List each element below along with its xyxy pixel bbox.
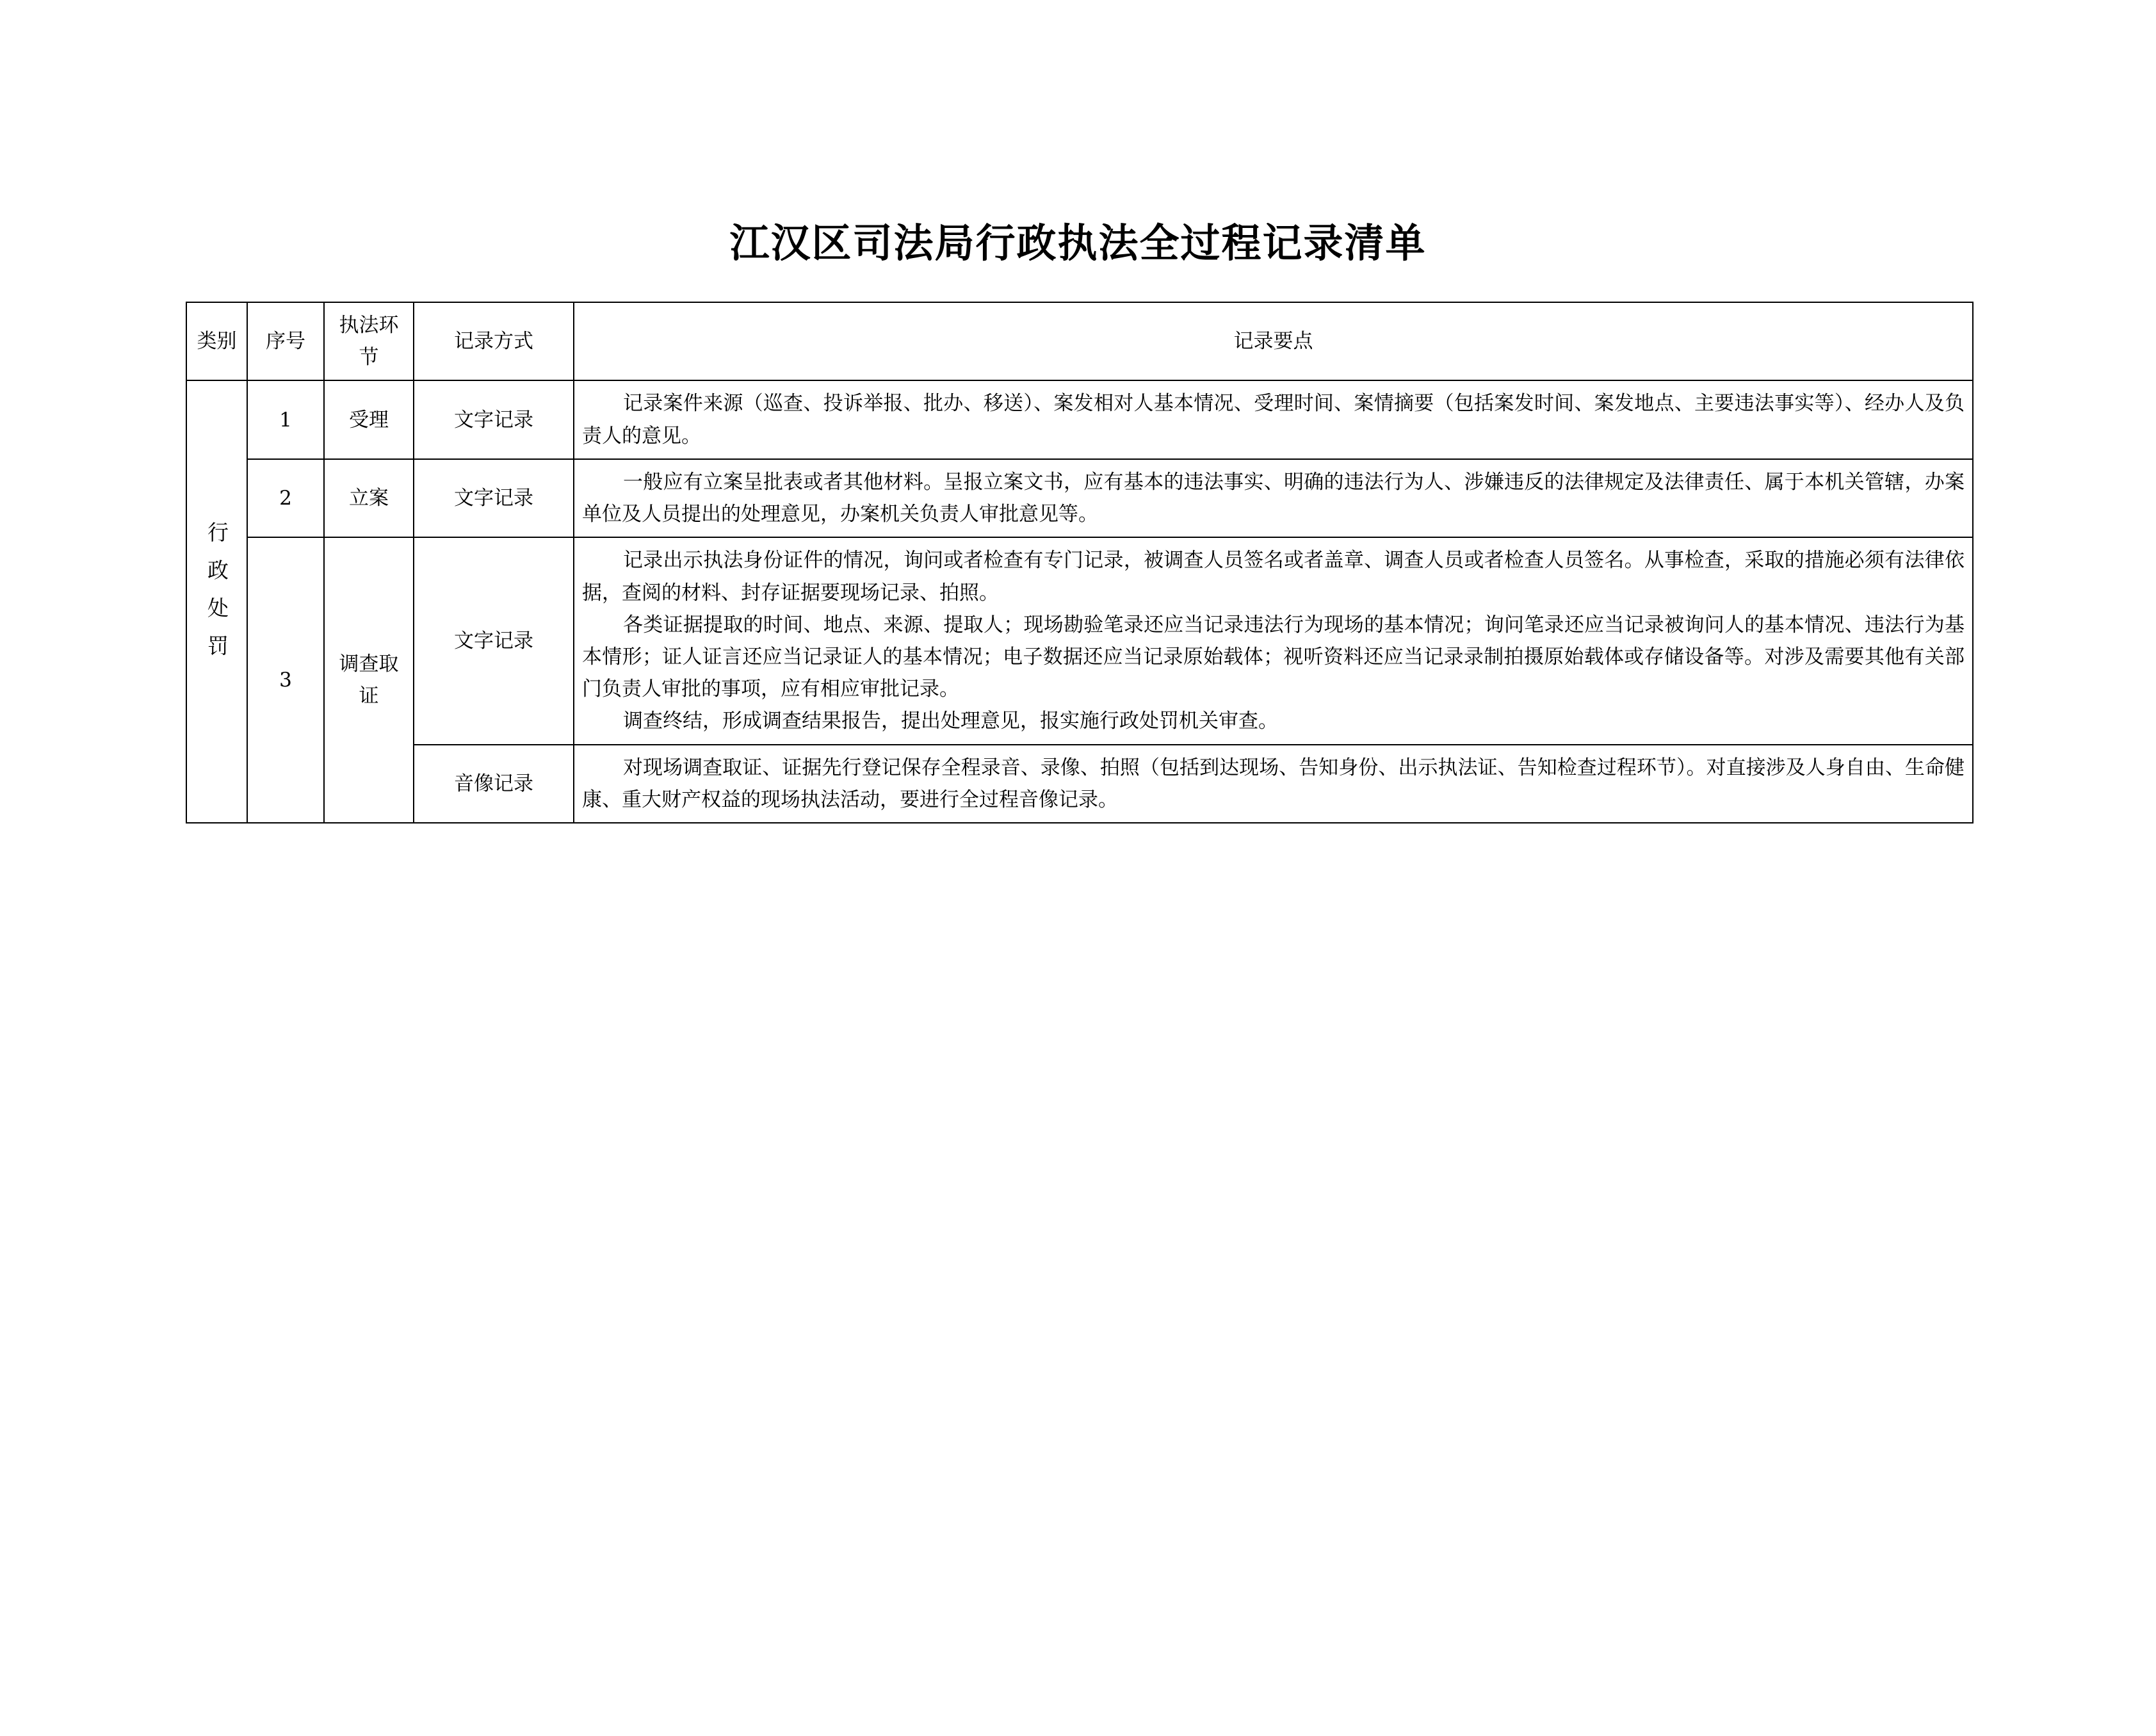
row-step: 受理 [324, 380, 414, 458]
category-cell [186, 380, 247, 823]
points-paragraph: 各类证据提取的时间、地点、来源、提取人；现场勘验笔录还应当记录违法行为现场的基本情况；询问笔录还应当记录被询问人的基本情况、违法行为基本情形；证人证言还应当记录证人的基本情况；电子数据还应当记录原始载体；视听资料还应当记录录制拍摄原始载体或存储设备等。对涉及需要其他有关部门负责人审批的事项，应有相应审批记录。 [582, 613, 1965, 701]
points-paragraph: 记录出示执法身份证件的情况，询问或者检查有专门记录，被调查人员签名或者盖章、调查人员或者检查人员签名。从事检查，采取的措施必须有法律依据，查阅的材料、封存证据要现场记录、拍照。 [582, 549, 1965, 604]
table-row [186, 380, 1973, 458]
table-row [186, 537, 1973, 744]
document-page [0, 211, 2156, 1736]
column-header-seq-label: 序号 [266, 330, 305, 353]
record-table [186, 302, 1974, 823]
column-header-points [574, 302, 1973, 380]
row-method: 文字记录 [414, 459, 574, 537]
row-seq: 3 [247, 537, 324, 823]
row-method: 文字记录 [414, 380, 574, 458]
table-header-row [186, 302, 1973, 380]
column-header-points-label: 记录要点 [1233, 330, 1313, 353]
column-header-category [186, 302, 247, 380]
category-label: 行政处罚 [204, 521, 229, 673]
table-header [186, 302, 1973, 380]
row-method: 音像记录 [414, 745, 574, 823]
row-seq: 1 [247, 380, 324, 458]
column-header-step-label: 执法环节 [339, 314, 399, 369]
column-header-step [324, 302, 414, 380]
points-paragraph: 记录案件来源（巡查、投诉举报、批办、移送）、案发相对人基本情况、受理时间、案情摘要（包括案发时间、案发地点、主要违法事实等）、经办人及负责人的意见。 [582, 392, 1965, 448]
column-header-category-label: 类别 [197, 330, 237, 353]
row-method: 文字记录 [414, 537, 574, 744]
page-title: 江汉区司法局行政执法全过程记录清单 [729, 220, 1427, 266]
row-seq: 2 [247, 459, 324, 537]
column-header-method [414, 302, 574, 380]
table-row [186, 459, 1973, 537]
row-points [574, 745, 1973, 823]
points-paragraph: 调查终结，形成调查结果报告，提出处理意见，报实施行政处罚机关审查。 [623, 710, 1278, 733]
row-step-label: 调查取证 [339, 652, 399, 708]
row-points [574, 459, 1973, 537]
row-step: 立案 [324, 459, 414, 537]
points-paragraph: 一般应有立案呈批表或者其他材料。呈报立案文书，应有基本的违法事实、明确的违法行为人、涉嫌违反的法律规定及法律责任、属于本机关管辖，办案单位及人员提出的处理意见，办案机关负责人审批意见等。 [582, 470, 1965, 526]
column-header-seq [247, 302, 324, 380]
table-container [186, 302, 1970, 823]
row-step [324, 537, 414, 823]
row-points [574, 380, 1973, 458]
table-row [186, 745, 1973, 823]
table-body [186, 380, 1973, 823]
row-points [574, 537, 1973, 744]
points-paragraph: 对现场调查取证、证据先行登记保存全程录音、录像、拍照（包括到达现场、告知身份、出示执法证、告知检查过程环节）。对直接涉及人身自由、生命健康、重大财产权益的现场执法活动，要进行全过程音像记录。 [582, 756, 1965, 811]
column-header-method-label: 记录方式 [454, 330, 533, 353]
